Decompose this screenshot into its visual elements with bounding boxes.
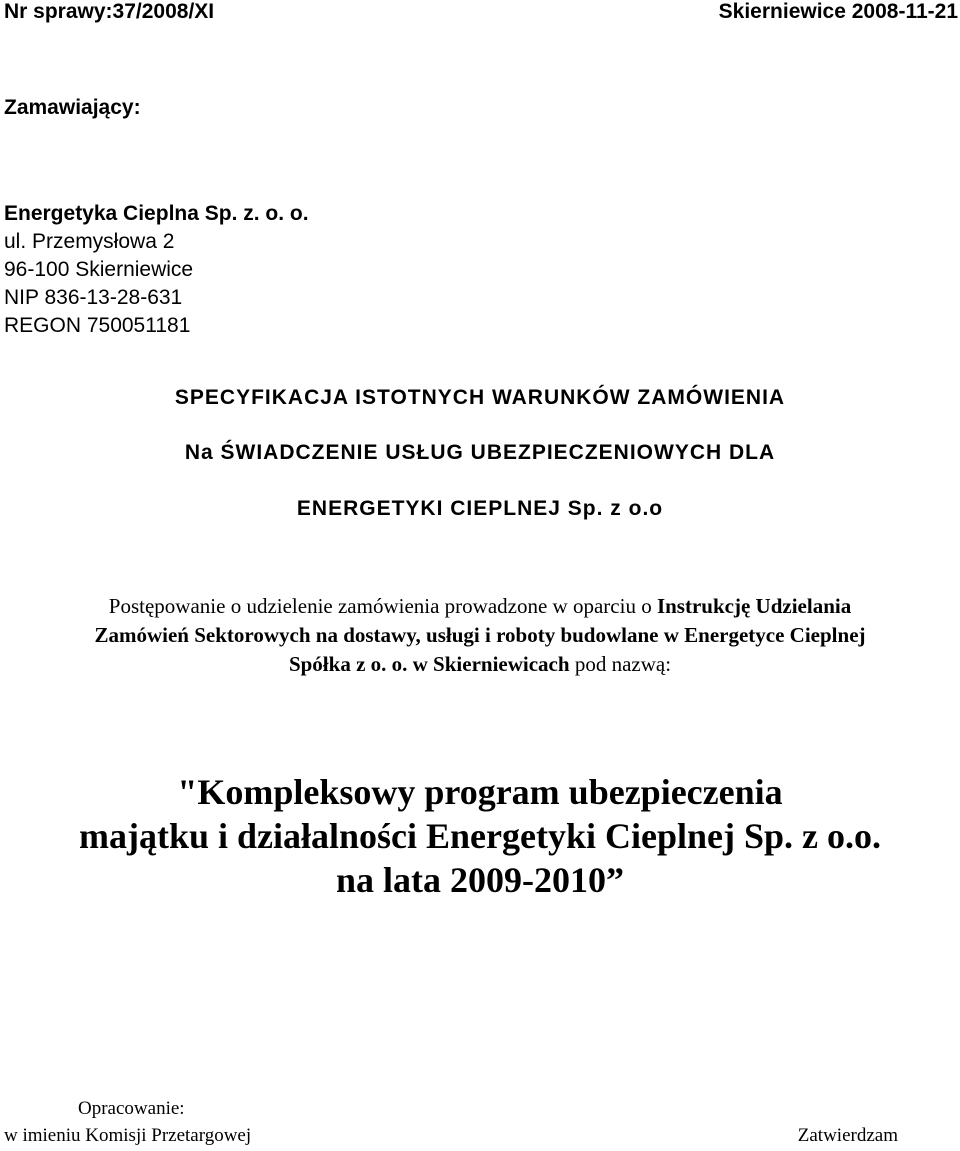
intro-line2	[0, 621, 960, 650]
client-regon: REGON 750051181	[4, 314, 191, 337]
intro-paragraph	[0, 592, 960, 679]
spec-title-line1: SPECYFIKACJA ISTOTNYCH WARUNKÓW ZAMÓWIENIA	[174, 386, 786, 409]
prepared-label: Opracowanie:	[78, 1098, 185, 1119]
client-name: Energetyka Cieplna Sp. z. o. o.	[4, 202, 309, 225]
spec-title-line2: Na ŚWIADCZENIE USŁUG UBEZPIECZENIOWYCH DLA	[184, 441, 776, 464]
procurement-title	[0, 770, 960, 902]
approve-label: Zatwierdzam	[797, 1125, 898, 1146]
intro-line1-bold: Instrukcję Udzielania	[656, 594, 852, 618]
client-city: 96-100 Skierniewice	[4, 258, 194, 281]
prepared-by: w imieniu Komisji Przetargowej	[4, 1125, 252, 1146]
place-date: Skierniewice 2008-11-21	[718, 0, 958, 23]
procurement-title-line1: "Kompleksowy program ubezpieczenia	[177, 772, 783, 812]
intro-line3-bold: Spółka z o. o. w Skierniewicach	[288, 652, 570, 676]
client-street: ul. Przemysłowa 2	[4, 230, 175, 253]
intro-line3-text: pod nazwą:	[569, 652, 672, 676]
client-nip: NIP 836-13-28-631	[4, 286, 183, 309]
procurement-title-line3: na lata 2009-2010”	[336, 860, 624, 900]
case-number: Nr sprawy:37/2008/XI	[4, 0, 215, 23]
intro-line1	[0, 592, 960, 621]
spec-title-line3: ENERGETYKI CIEPLNEJ Sp. z o.o	[296, 497, 664, 520]
procurement-title-line2: majątku i działalności Energetyki Cieplnej Sp. z o.o.	[78, 816, 882, 856]
client-address	[4, 200, 309, 340]
intro-line2-bold: Zamówień Sektorowych na dostawy, usługi i roboty budowlane w Energetyce Cieplnej	[94, 623, 866, 647]
client-label: Zamawiający:	[4, 96, 141, 119]
intro-line3	[0, 650, 960, 679]
intro-line1-text: Postępowanie o udzielenie zamówienia prowadzone w oparciu o	[108, 594, 657, 618]
